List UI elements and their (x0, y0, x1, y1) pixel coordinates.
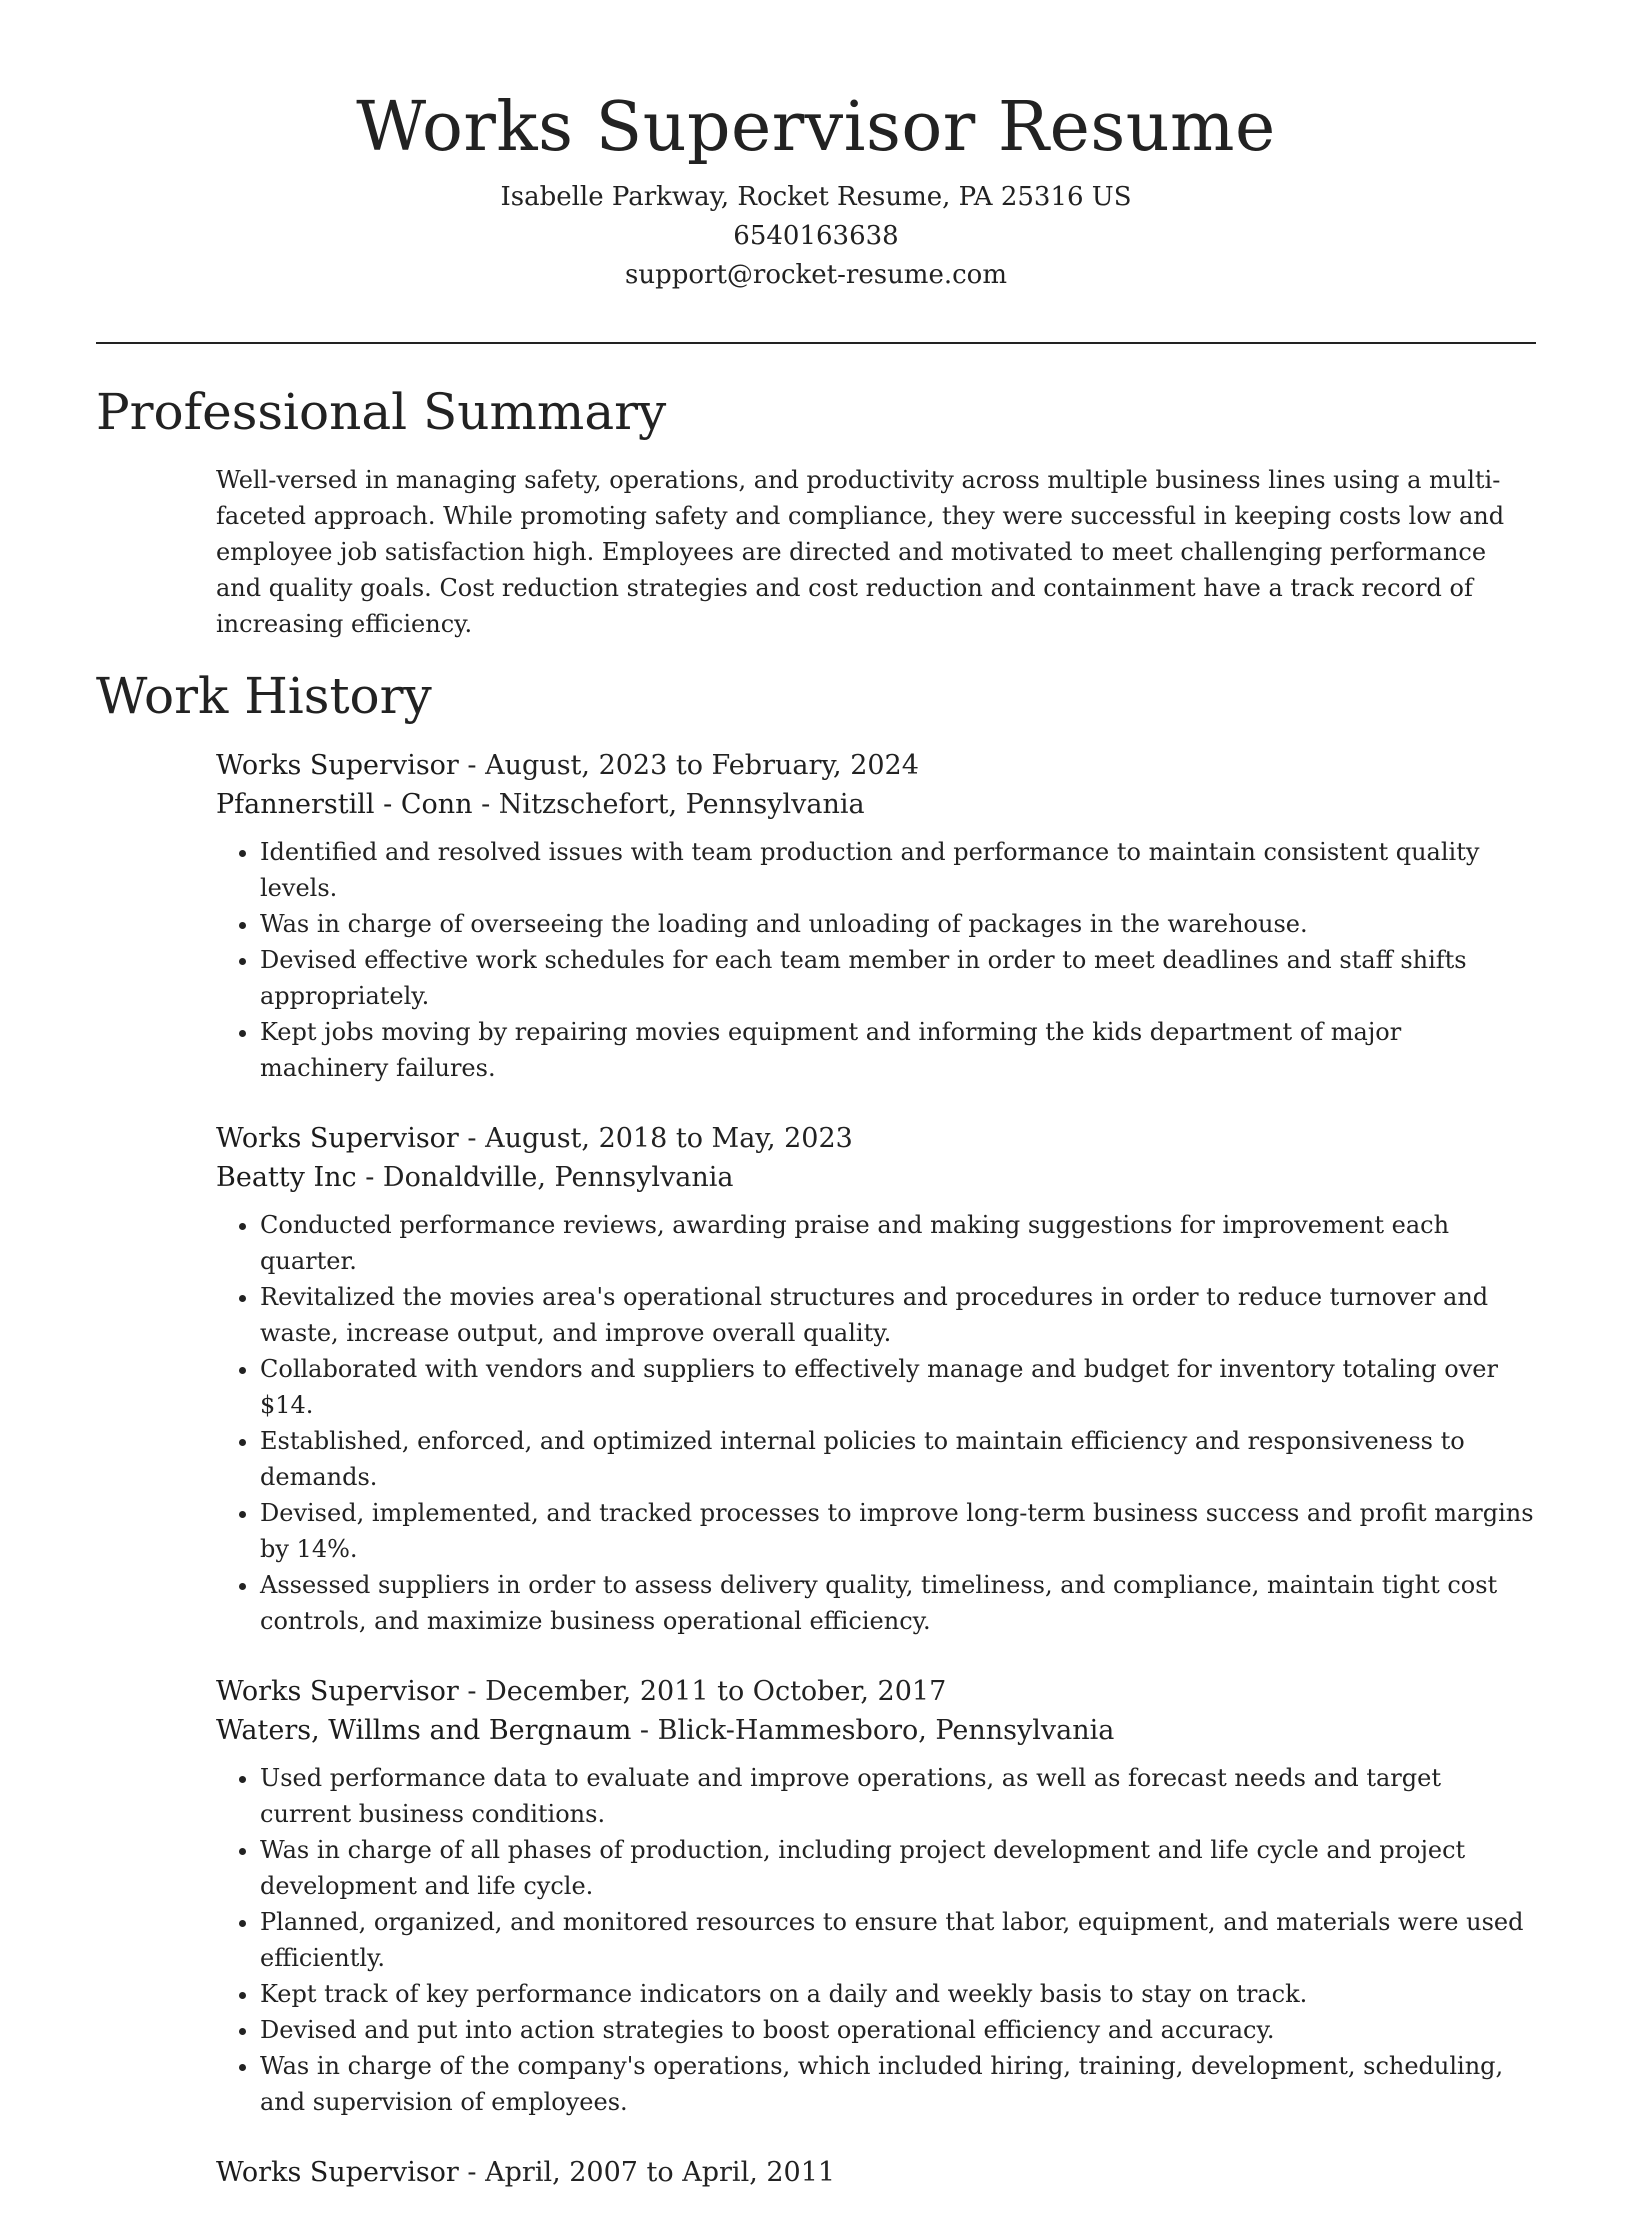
work-history-list (216, 746, 1536, 2225)
job-title: Works Supervisor (216, 1676, 459, 1707)
job-title-line (216, 746, 1536, 785)
job-bullet: • Kept jobs moving by repairing movies equipment and informing the kids department of major machinery failures. (260, 1014, 1536, 1086)
job-bullet: • Devised, implemented, and tracked processes to improve long-term business success and profit margins by 14%. (260, 1495, 1536, 1567)
job-dates: - August, 2023 to February, 2024 (458, 750, 919, 781)
header-divider (96, 342, 1536, 344)
job-bullet: • Revitalized the movies area's operational structures and procedures in order to reduce turnover and waste, increase output, and improve overall quality. (260, 1279, 1536, 1351)
job-bullet: • Devised and put into action strategies to boost operational efficiency and accuracy. (260, 2012, 1536, 2048)
job-location: - Donaldville, Pennsylvania (356, 1162, 734, 1193)
job-dates: - December, 2011 to October, 2017 (458, 1676, 947, 1707)
job-title-line (216, 2153, 1536, 2192)
resume-header (96, 78, 1536, 295)
job-dates: - August, 2018 to May, 2023 (458, 1123, 853, 1154)
job-title: Works Supervisor (216, 1123, 459, 1154)
job-bullet: • Was in charge of overseeing the loading and unloading of packages in the warehouse. (260, 906, 1536, 942)
job-company-line (216, 785, 1536, 824)
job-title: Works Supervisor (216, 750, 459, 781)
resume-title: Works Supervisor Resume (356, 88, 1276, 167)
job-company-line (216, 1158, 1536, 1197)
job-bullet: • Kept track of key performance indicators on a daily and weekly basis to stay on track. (260, 1976, 1536, 2012)
contact-address: Isabelle Parkway, Rocket Resume, PA 25316 US (500, 182, 1132, 212)
job-entry (216, 746, 1536, 1086)
job-bullet: • Was in charge of the company's operations, which included hiring, training, development, scheduling, and supervision of employees. (260, 2048, 1536, 2120)
job-title: Works Supervisor (216, 2157, 459, 2188)
job-title-line (216, 1672, 1536, 1711)
job-company: Beatty Inc (216, 1162, 357, 1193)
job-bullet: • Devised effective work schedules for each team member in order to meet deadlines and staff shifts appropriately. (260, 942, 1536, 1014)
job-bullet: • Planned, organized, and monitored resources to ensure that labor, equipment, and materials were used efficiently. (260, 1904, 1536, 1976)
job-location: - Blick-Hammesboro, Pennsylvania (631, 1715, 1115, 1746)
summary-text: Well-versed in managing safety, operations, and productivity across multiple business lines using a multi-faceted approach. While promoting safety and compliance, they were successful in keeping costs low and employee job satisfaction high. Employees are directed and motivated to meet challenging performance and quality goals. Cost reduction strategies and cost reduction and containment have a track record of increasing efficiency. (216, 466, 1505, 638)
job-bullets (216, 1760, 1536, 2120)
job-entry (216, 2153, 1536, 2192)
summary-heading: Professional Summary (96, 383, 667, 441)
job-bullet: • Identified and resolved issues with team production and performance to maintain consistent quality levels. (260, 834, 1536, 906)
job-location: - Nitzschefort, Pennsylvania (472, 789, 865, 820)
job-bullets (216, 834, 1536, 1086)
job-entry (216, 1119, 1536, 1639)
job-bullet: • Conducted performance reviews, awarding praise and making suggestions for improvement each quarter. (260, 1207, 1536, 1279)
job-company: Waters, Willms and Bergnaum (216, 1715, 632, 1746)
job-company: Pfannerstill - Conn (216, 789, 473, 820)
job-bullet: • Collaborated with vendors and suppliers to effectively manage and budget for inventory totaling over $14. (260, 1351, 1536, 1423)
job-bullet: • Was in charge of all phases of production, including project development and life cycle and project development and life cycle. (260, 1832, 1536, 1904)
job-bullet: • Established, enforced, and optimized internal policies to maintain efficiency and responsiveness to demands. (260, 1423, 1536, 1495)
job-bullet: • Assessed suppliers in order to assess delivery quality, timeliness, and compliance, maintain tight cost controls, and maximize business operational efficiency. (260, 1567, 1536, 1639)
job-title-line (216, 1119, 1536, 1158)
work-history-heading: Work History (96, 667, 432, 725)
contact-email: support@rocket-resume.com (624, 260, 1007, 290)
job-dates: - April, 2007 to April, 2011 (458, 2157, 836, 2188)
job-bullet: • Used performance data to evaluate and improve operations, as well as forecast needs and target current business conditions. (260, 1760, 1536, 1832)
job-company-line (216, 1711, 1536, 1750)
contact-phone: 6540163638 (733, 221, 899, 251)
job-entry (216, 1672, 1536, 2120)
job-bullets (216, 1207, 1536, 1639)
